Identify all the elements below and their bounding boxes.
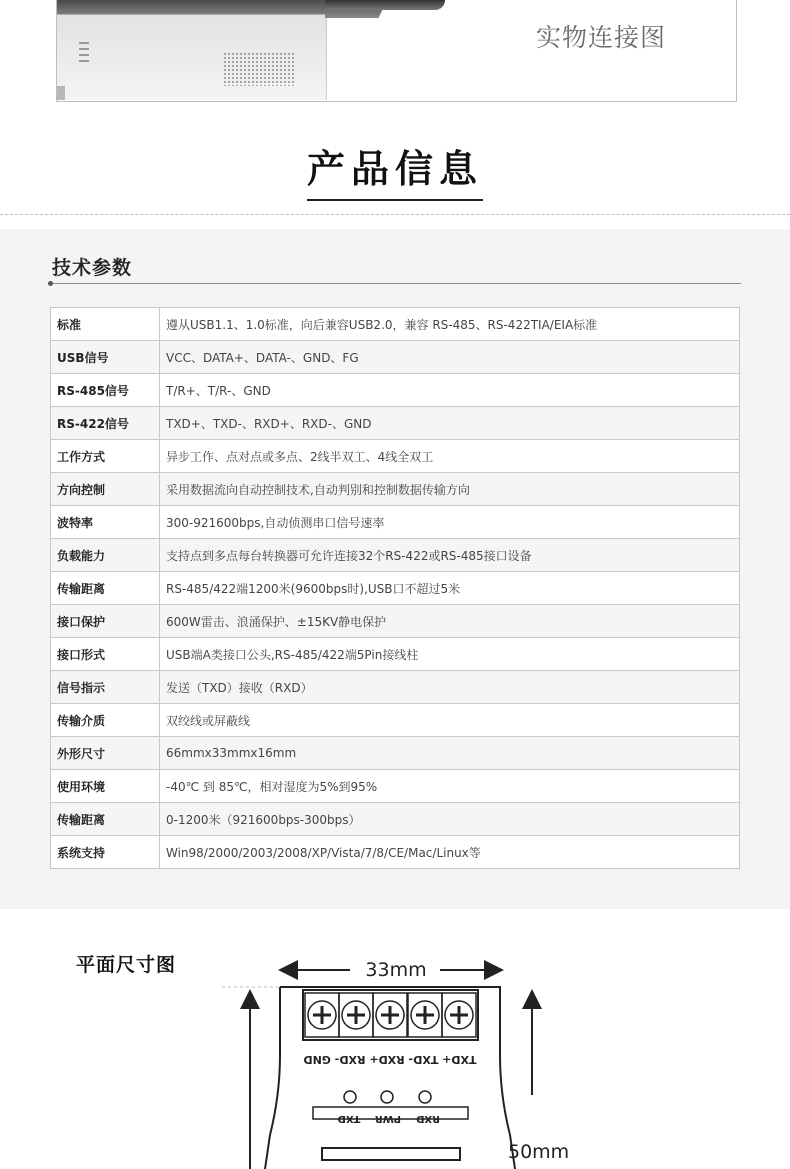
spec-value: VCC、DATA+、DATA-、GND、FG xyxy=(160,341,740,374)
led-label-txd: TXD xyxy=(337,1113,361,1124)
spec-value: 300-921600bps,自动侦测串口信号速率 xyxy=(160,506,740,539)
spec-value: 发送（TXD）接收（RXD） xyxy=(160,671,740,704)
table-row xyxy=(51,374,740,407)
spec-key: 信号指示 xyxy=(51,671,160,704)
photo-caption: 实物连接图 xyxy=(535,23,666,52)
dimension-title: 平面尺寸图 xyxy=(76,954,177,976)
spec-heading-rule xyxy=(50,283,741,284)
title-underline xyxy=(307,199,483,201)
spec-value: 异步工作、点对点或多点、2线半双工、4线全双工 xyxy=(160,440,740,473)
spec-key: 波特率 xyxy=(51,506,160,539)
spec-key: USB信号 xyxy=(51,341,160,374)
spec-value: TXD+、TXD-、RXD+、RXD-、GND xyxy=(160,407,740,440)
spec-key: 系统支持 xyxy=(51,836,160,869)
spec-key: 传输距离 xyxy=(51,803,160,836)
spec-value: -40℃ 到 85℃，相对湿度为5%到95% xyxy=(160,770,740,803)
spec-value: 66mmx33mmx16mm xyxy=(160,737,740,770)
spec-value: 采用数据流向自动控制技术,自动判别和控制数据传输方向 xyxy=(160,473,740,506)
table-row xyxy=(51,836,740,869)
spec-key: 传输距离 xyxy=(51,572,160,605)
table-row xyxy=(51,803,740,836)
terminal-labels: TXD+ TXD- RXD+ RXD- GND xyxy=(303,1053,477,1066)
table-row xyxy=(51,473,740,506)
spec-key: 接口保护 xyxy=(51,605,160,638)
spec-key: 接口形式 xyxy=(51,638,160,671)
table-row xyxy=(51,341,740,374)
table-row xyxy=(51,704,740,737)
spec-value: USB端A类接口公头,RS-485/422端5Pin接线柱 xyxy=(160,638,740,671)
spec-key: RS-422信号 xyxy=(51,407,160,440)
table-row xyxy=(51,440,740,473)
led-label-rxd: RXD xyxy=(416,1113,440,1124)
table-row xyxy=(51,506,740,539)
spec-key: 负载能力 xyxy=(51,539,160,572)
table-row xyxy=(51,572,740,605)
converter-device-image xyxy=(57,0,327,100)
spec-key: 使用环境 xyxy=(51,770,160,803)
table-row xyxy=(51,638,740,671)
led-pwr xyxy=(381,1091,393,1103)
spec-heading-dot xyxy=(48,281,53,286)
dimension-drawing xyxy=(210,945,590,1169)
led-rxd xyxy=(344,1091,356,1103)
led-txd xyxy=(419,1091,431,1103)
spec-key: 标准 xyxy=(51,308,160,341)
spec-key: RS-485信号 xyxy=(51,374,160,407)
spec-value: T/R+、T/R-、GND xyxy=(160,374,740,407)
spec-key: 方向控制 xyxy=(51,473,160,506)
spec-value: 双绞线或屏蔽线 xyxy=(160,704,740,737)
table-row xyxy=(51,770,740,803)
product-info-title: 产品信息 xyxy=(306,147,483,191)
table-row xyxy=(51,539,740,572)
spec-value: 600W雷击、浪涌保护、±15KV静电保护 xyxy=(160,605,740,638)
spec-table xyxy=(50,307,740,869)
table-row xyxy=(51,605,740,638)
table-row xyxy=(51,308,740,341)
cable-image xyxy=(325,0,445,10)
led-label-pwr: PWR xyxy=(374,1113,402,1124)
spec-key: 外形尺寸 xyxy=(51,737,160,770)
section-divider xyxy=(0,214,790,215)
width-label: 33mm xyxy=(365,959,427,981)
terminal-screws xyxy=(305,993,476,1037)
usb-slot xyxy=(322,1148,460,1160)
spec-value: Win98/2000/2003/2008/XP/Vista/7/8/CE/Mac/Linux等 xyxy=(160,836,740,869)
connection-photo xyxy=(56,0,737,102)
spec-value: 支持点到多点每台转换器可允许连接32个RS-422或RS-485接口设备 xyxy=(160,539,740,572)
spec-key: 传输介质 xyxy=(51,704,160,737)
spec-value: RS-485/422端1200米(9600bps时),USB口不超过5米 xyxy=(160,572,740,605)
spec-heading: 技术参数 xyxy=(52,257,133,279)
table-row xyxy=(51,407,740,440)
height-label: 50mm xyxy=(508,1141,570,1163)
spec-value: 遵从USB1.1、1.0标准，向后兼容USB2.0，兼容 RS-485、RS-422TIA/EIA标准 xyxy=(160,308,740,341)
spec-key: 工作方式 xyxy=(51,440,160,473)
spec-value: 0-1200米（921600bps-300bps） xyxy=(160,803,740,836)
table-row xyxy=(51,737,740,770)
table-row xyxy=(51,671,740,704)
